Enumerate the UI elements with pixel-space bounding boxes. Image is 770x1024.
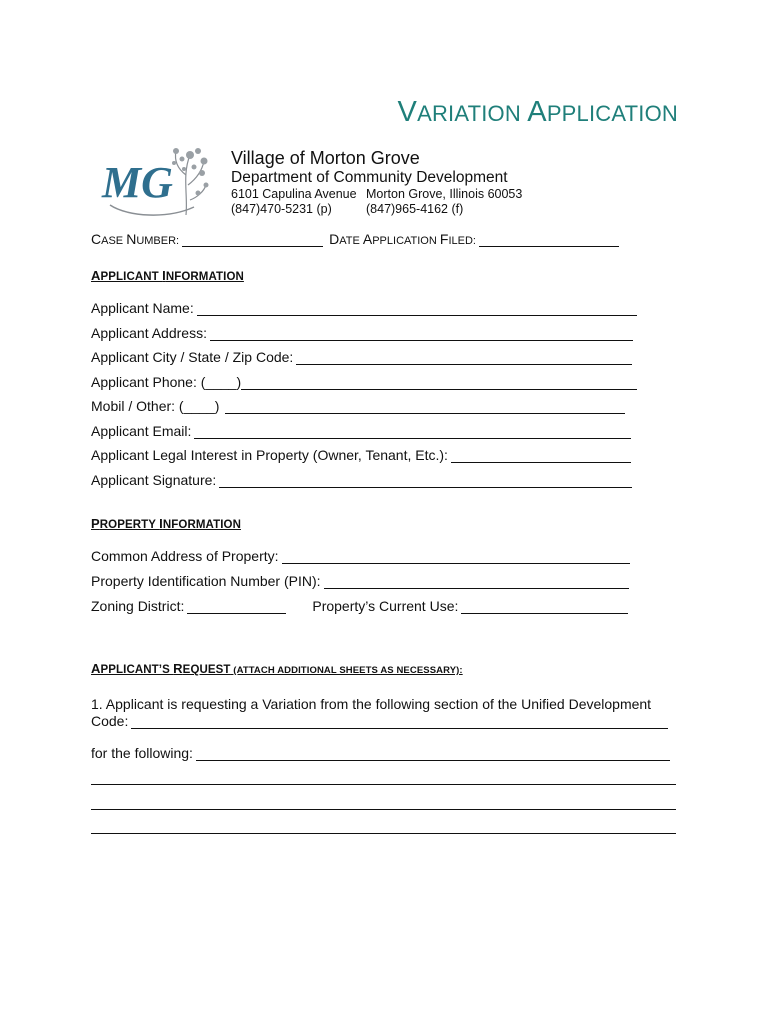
following-label: for the following: <box>91 745 193 761</box>
applicant-signature-row <box>91 472 632 488</box>
applicant-city-row <box>91 349 632 365</box>
applicant-email-label: Applicant Email: <box>91 423 192 439</box>
property-address-row <box>91 548 630 564</box>
page-title: VARIATION APPLICATION <box>397 96 678 128</box>
zoning-label: Zoning District: <box>91 598 185 614</box>
fax-number: (847)965-4162 (f) <box>366 202 464 216</box>
svg-text:MG: MG <box>102 158 173 207</box>
case-number-label: CASE NUMBER: <box>91 231 180 247</box>
date-filed-field[interactable] <box>479 233 619 247</box>
applicant-signature-field[interactable] <box>219 474 632 488</box>
pin-field[interactable] <box>324 575 629 589</box>
date-filed-label: DATE APPLICATION FILED: <box>329 231 476 247</box>
applicant-city-field[interactable] <box>296 351 632 365</box>
mobil-label: Mobil / Other: (____) <box>91 398 220 414</box>
mobil-row <box>91 398 625 414</box>
case-number-row <box>91 231 619 247</box>
code-row <box>91 713 668 729</box>
mobil-field[interactable] <box>225 400 625 414</box>
applicant-address-row <box>91 325 633 341</box>
request-heading: APPLICANT’S REQUEST (ATTACH ADDITIONAL SHEETS AS NECESSARY): <box>91 661 463 676</box>
address-line <box>231 187 522 201</box>
applicant-signature-label: Applicant Signature: <box>91 472 217 488</box>
applicant-phone-field[interactable] <box>241 376 637 390</box>
applicant-info-heading: APPLICANT INFORMATION <box>91 268 244 283</box>
request-text <box>91 696 681 713</box>
request-number: 1. <box>91 696 103 712</box>
legal-interest-label: Applicant Legal Interest in Property (Owner, Tenant, Etc.): <box>91 447 448 463</box>
legal-interest-field[interactable] <box>451 449 631 463</box>
applicant-email-row <box>91 423 631 439</box>
applicant-name-field[interactable] <box>197 302 637 316</box>
applicant-phone-label: Applicant Phone: (____) <box>91 374 242 390</box>
applicant-name-row <box>91 300 637 316</box>
property-address-label: Common Address of Property: <box>91 548 279 564</box>
village-logo <box>98 145 210 223</box>
applicant-city-label: Applicant City / State / Zip Code: <box>91 349 294 365</box>
property-info-heading: PROPERTY INFORMATION <box>91 516 241 531</box>
org-name: Village of Morton Grove <box>231 148 420 168</box>
code-label: Code: <box>91 713 129 729</box>
request-sentence: Applicant is requesting a Variation from the following section of the Unified Development <box>102 696 652 712</box>
following-field[interactable] <box>196 747 670 761</box>
zoning-row <box>91 598 628 614</box>
current-use-label: Property’s Current Use: <box>312 598 459 614</box>
blank-line-1[interactable] <box>91 784 676 785</box>
code-field[interactable] <box>131 715 668 729</box>
legal-interest-row <box>91 447 631 463</box>
applicant-address-field[interactable] <box>210 327 633 341</box>
phone-number: (847)470-5231 (p) <box>231 202 332 216</box>
applicant-email-field[interactable] <box>194 425 631 439</box>
phone-line <box>231 202 463 216</box>
case-number-field[interactable] <box>182 233 323 247</box>
applicant-phone-row <box>91 374 637 390</box>
pin-row <box>91 573 629 589</box>
following-row <box>91 745 670 761</box>
property-address-field[interactable] <box>282 550 630 564</box>
street-address: 6101 Capulina Avenue <box>231 187 357 201</box>
blank-line-2[interactable] <box>91 809 676 810</box>
blank-line-3[interactable] <box>91 833 676 834</box>
city-address: Morton Grove, Illinois 60053 <box>366 187 523 201</box>
pin-label: Property Identification Number (PIN): <box>91 573 321 589</box>
applicant-name-label: Applicant Name: <box>91 300 194 316</box>
current-use-field[interactable] <box>461 600 628 614</box>
zoning-field[interactable] <box>187 600 286 614</box>
dept-name: Department of Community Development <box>231 169 508 186</box>
applicant-address-label: Applicant Address: <box>91 325 207 341</box>
